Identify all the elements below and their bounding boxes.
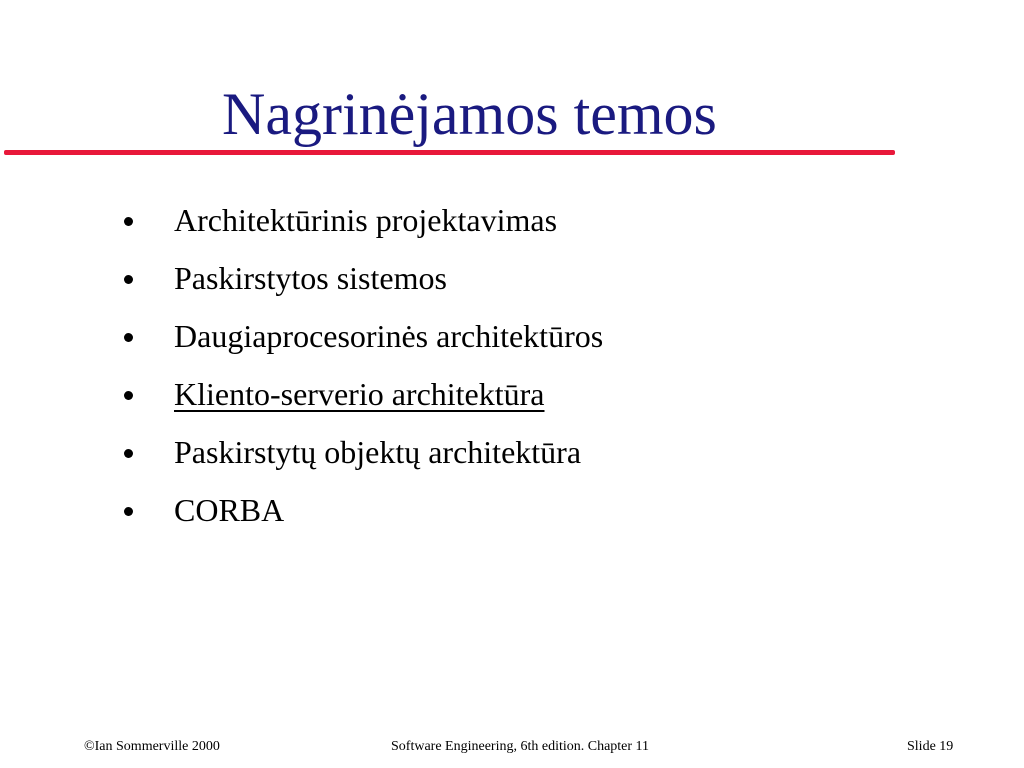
list-item <box>0 252 1024 310</box>
bullet-icon <box>124 275 133 284</box>
slide-title: Nagrinėjamos temos <box>222 81 717 147</box>
topic-client-server-link[interactable]: Kliento-serverio architektūra <box>174 376 545 412</box>
footer-book-title: Software Engineering, 6th edition. Chapter 11 <box>391 739 650 754</box>
title-underline-rule <box>4 150 895 155</box>
list-item <box>0 484 1024 542</box>
topic-list <box>0 194 1024 542</box>
list-item <box>0 368 1024 426</box>
list-item <box>0 310 1024 368</box>
bullet-icon <box>124 449 133 458</box>
topic-architectural-design: Architektūrinis projektavimas <box>174 202 558 238</box>
bullet-icon <box>124 333 133 342</box>
topic-distributed-systems: Paskirstytos sistemos <box>174 260 447 296</box>
bullet-icon <box>124 391 133 400</box>
topic-multiprocessor-architectures: Daugiaprocesorinės architektūros <box>174 318 604 354</box>
topic-corba: CORBA <box>174 492 285 528</box>
list-item <box>0 426 1024 484</box>
list-item <box>0 194 1024 252</box>
topic-distributed-object-architectures: Paskirstytų objektų architektūra <box>174 434 582 470</box>
footer-copyright: ©Ian Sommerville 2000 <box>84 739 220 754</box>
footer-slide-number: Slide 19 <box>907 739 954 754</box>
bullet-icon <box>124 507 133 516</box>
bullet-icon <box>124 217 133 226</box>
